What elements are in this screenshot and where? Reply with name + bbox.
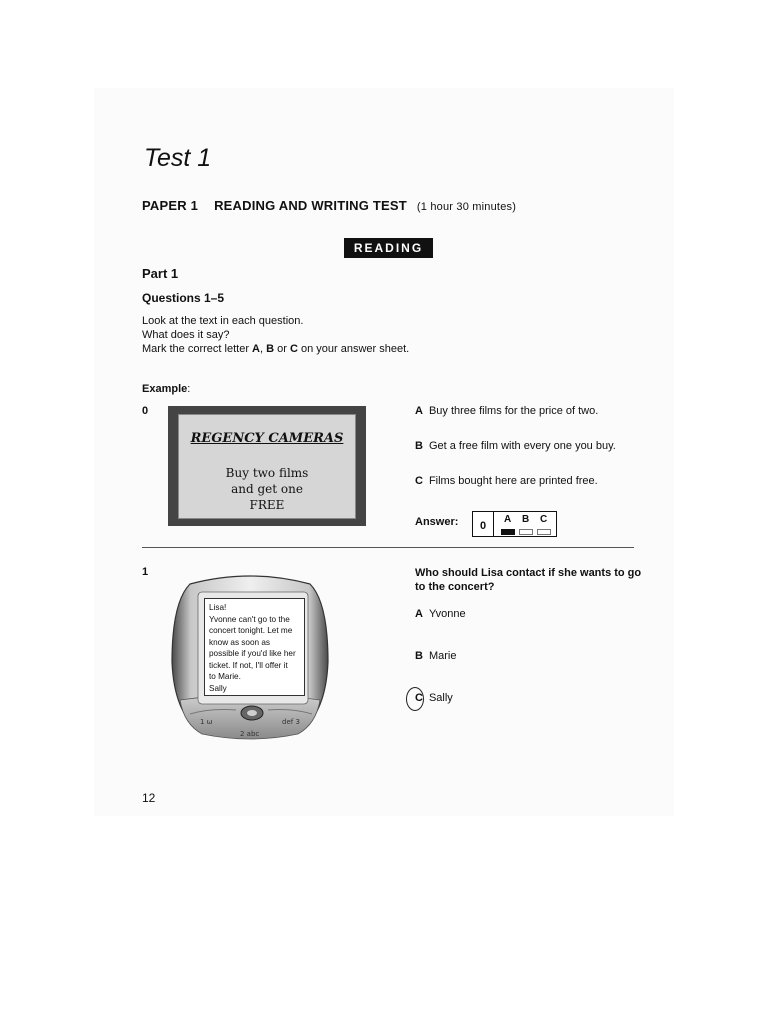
section-badge: READING (344, 238, 433, 258)
selected-answer-circle (406, 687, 424, 711)
question-option-a: A Yvonne (415, 608, 466, 620)
example-option-a: A Buy three films for the price of two. (415, 405, 599, 417)
paper-label: PAPER 1 (142, 198, 199, 213)
page-number: 12 (142, 791, 156, 805)
instruction-line-3: Mark the correct letter A, B or C on your answer sheet. (142, 343, 410, 355)
answer-letter-c: C (540, 514, 548, 525)
paper-name: READING AND WRITING TEST (214, 198, 407, 213)
answer-mark-b (519, 529, 533, 535)
example-number: 0 (142, 405, 149, 417)
questions-range: Questions 1–5 (142, 291, 225, 305)
test-title: Test 1 (144, 144, 212, 172)
part-heading: Part 1 (142, 266, 179, 281)
key-1: 1 ω (200, 718, 213, 726)
instruction-line-1: Look at the text in each question. (142, 315, 304, 327)
question-number: 1 (142, 566, 149, 578)
example-option-c: C Films bought here are printed free. (415, 475, 598, 487)
question-option-c: C Sally (415, 692, 453, 704)
instruction-line-2: What does it say? (142, 329, 230, 341)
answer-letter-a: A (504, 514, 512, 525)
sign-title: REGENCY CAMERAS (190, 431, 344, 446)
phone-screen-message: Lisa! Yvonne can't go to the concert tonight. Let me know as soon as possible if you'd like her ticket. If not, I'll offer it to Marie. Sally (204, 598, 305, 696)
key-2: 2 abc (240, 730, 260, 738)
question-option-b: B Marie (415, 650, 457, 662)
paper-heading (142, 198, 516, 213)
sign-board (178, 414, 356, 519)
answer-box (472, 511, 557, 537)
sign-body: Buy two films and get one FREE (225, 466, 309, 512)
question-text: Who should Lisa contact if she wants to go to the concert? (415, 567, 642, 593)
instructions (142, 314, 409, 356)
answer-mark-a (501, 529, 515, 535)
example-label: Example: (142, 383, 191, 395)
paper-duration: (1 hour 30 minutes) (416, 201, 517, 213)
key-3: def 3 (282, 718, 300, 726)
example-option-b: B Get a free film with every one you buy. (415, 440, 616, 452)
example-sign-image (168, 406, 366, 526)
answer-letter-b: B (522, 514, 530, 525)
answer-number: 0 (473, 512, 494, 536)
answer-mark-c (537, 529, 551, 535)
section-divider (142, 547, 634, 548)
answer-label: Answer: (415, 516, 459, 528)
